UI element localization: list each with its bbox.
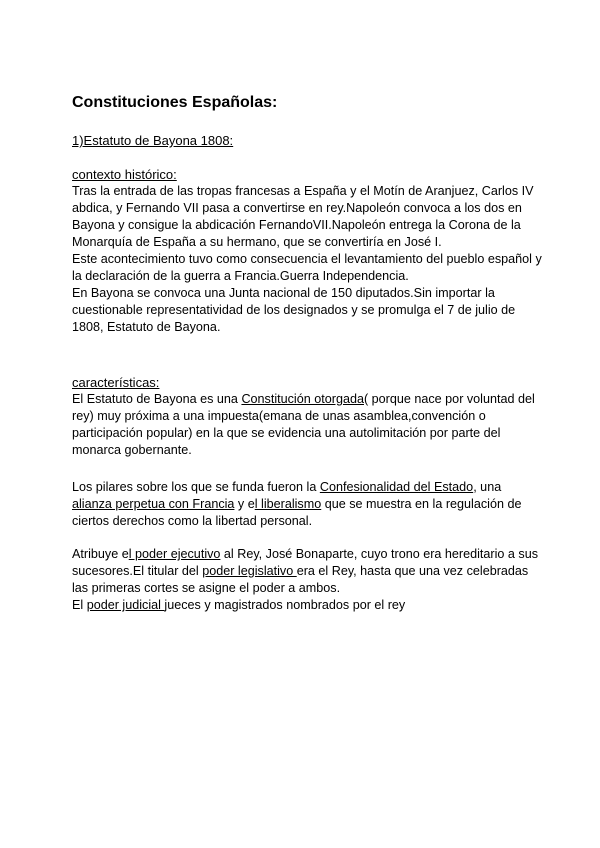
text-run: era el Rey, hasta que una vez celebradas las primeras cortes se asigne el poder a ambos. (72, 564, 529, 595)
section-heading-estatuto: 1)Estatuto de Bayona 1808: (72, 133, 234, 148)
underlined-term: Confesionalidad del Estado (319, 480, 474, 494)
context-paragraph-2: Este acontecimiento tuvo como consecuencia el levantamiento del pueblo español y la declaración de la guerra a Francia.Guerra Independencia. (72, 252, 542, 283)
underlined-term: poder legislativo (202, 564, 297, 578)
features-paragraph-1 (72, 391, 542, 459)
context-paragraph-3: En Bayona se convoca una Junta nacional de 150 diputados.Sin importar la cuestionable representatividad de los designados y se promulga el 7 de julio de 1808, Estatuto de Bayona. (72, 286, 516, 334)
features-heading: características: (72, 375, 160, 390)
text-run: Los pilares sobre los que se funda fueron la (72, 480, 320, 494)
document-title: Constituciones Españolas: (72, 94, 278, 111)
features-paragraph-2 (72, 479, 542, 530)
underlined-term: l poder ejecutivo (128, 547, 221, 561)
text-run: jueces y magistrados nombrados por el rey (164, 598, 406, 612)
underlined-term: poder judicial (86, 598, 165, 612)
context-heading: contexto histórico: (72, 167, 177, 182)
underlined-term: Constitución otorgada (241, 392, 364, 406)
underlined-term: alianza perpetua con Francia (72, 497, 235, 511)
text-run: Atribuye e (72, 547, 129, 561)
context-paragraph-1: Tras la entrada de las tropas francesas a España y el Motín de Aranjuez, Carlos IV abdica, y Fernando VII pasa a convertirse en rey.Napoleón convoca a los dos en Bayona y consigue la abdicación FernandoVII.Napoleón entrega la Corona de la Monarquía de España a su hermano, que se convertiría en José I. (72, 184, 534, 249)
context-body (72, 183, 542, 336)
text-run: al Rey, José Bonaparte, cuyo trono era hereditario a sus sucesores.El titular del (72, 547, 539, 578)
text-run: , una (473, 480, 502, 494)
text-run: y e (234, 497, 255, 511)
text-run: El Estatuto de Bayona es una (72, 392, 242, 406)
underlined-term: l liberalismo (254, 497, 322, 511)
text-run: El (72, 598, 87, 612)
text-run: ( porque nace por voluntad del rey) muy próxima a una impuesta(emana de unas asamblea,convención o participación popular) en la que se evidencia una autolimitación por parte del monarca gobernante. (72, 392, 535, 457)
text-run: que se muestra en la regulación de ciertos derechos como la libertad personal. (72, 497, 522, 528)
features-paragraph-3 (72, 546, 542, 614)
